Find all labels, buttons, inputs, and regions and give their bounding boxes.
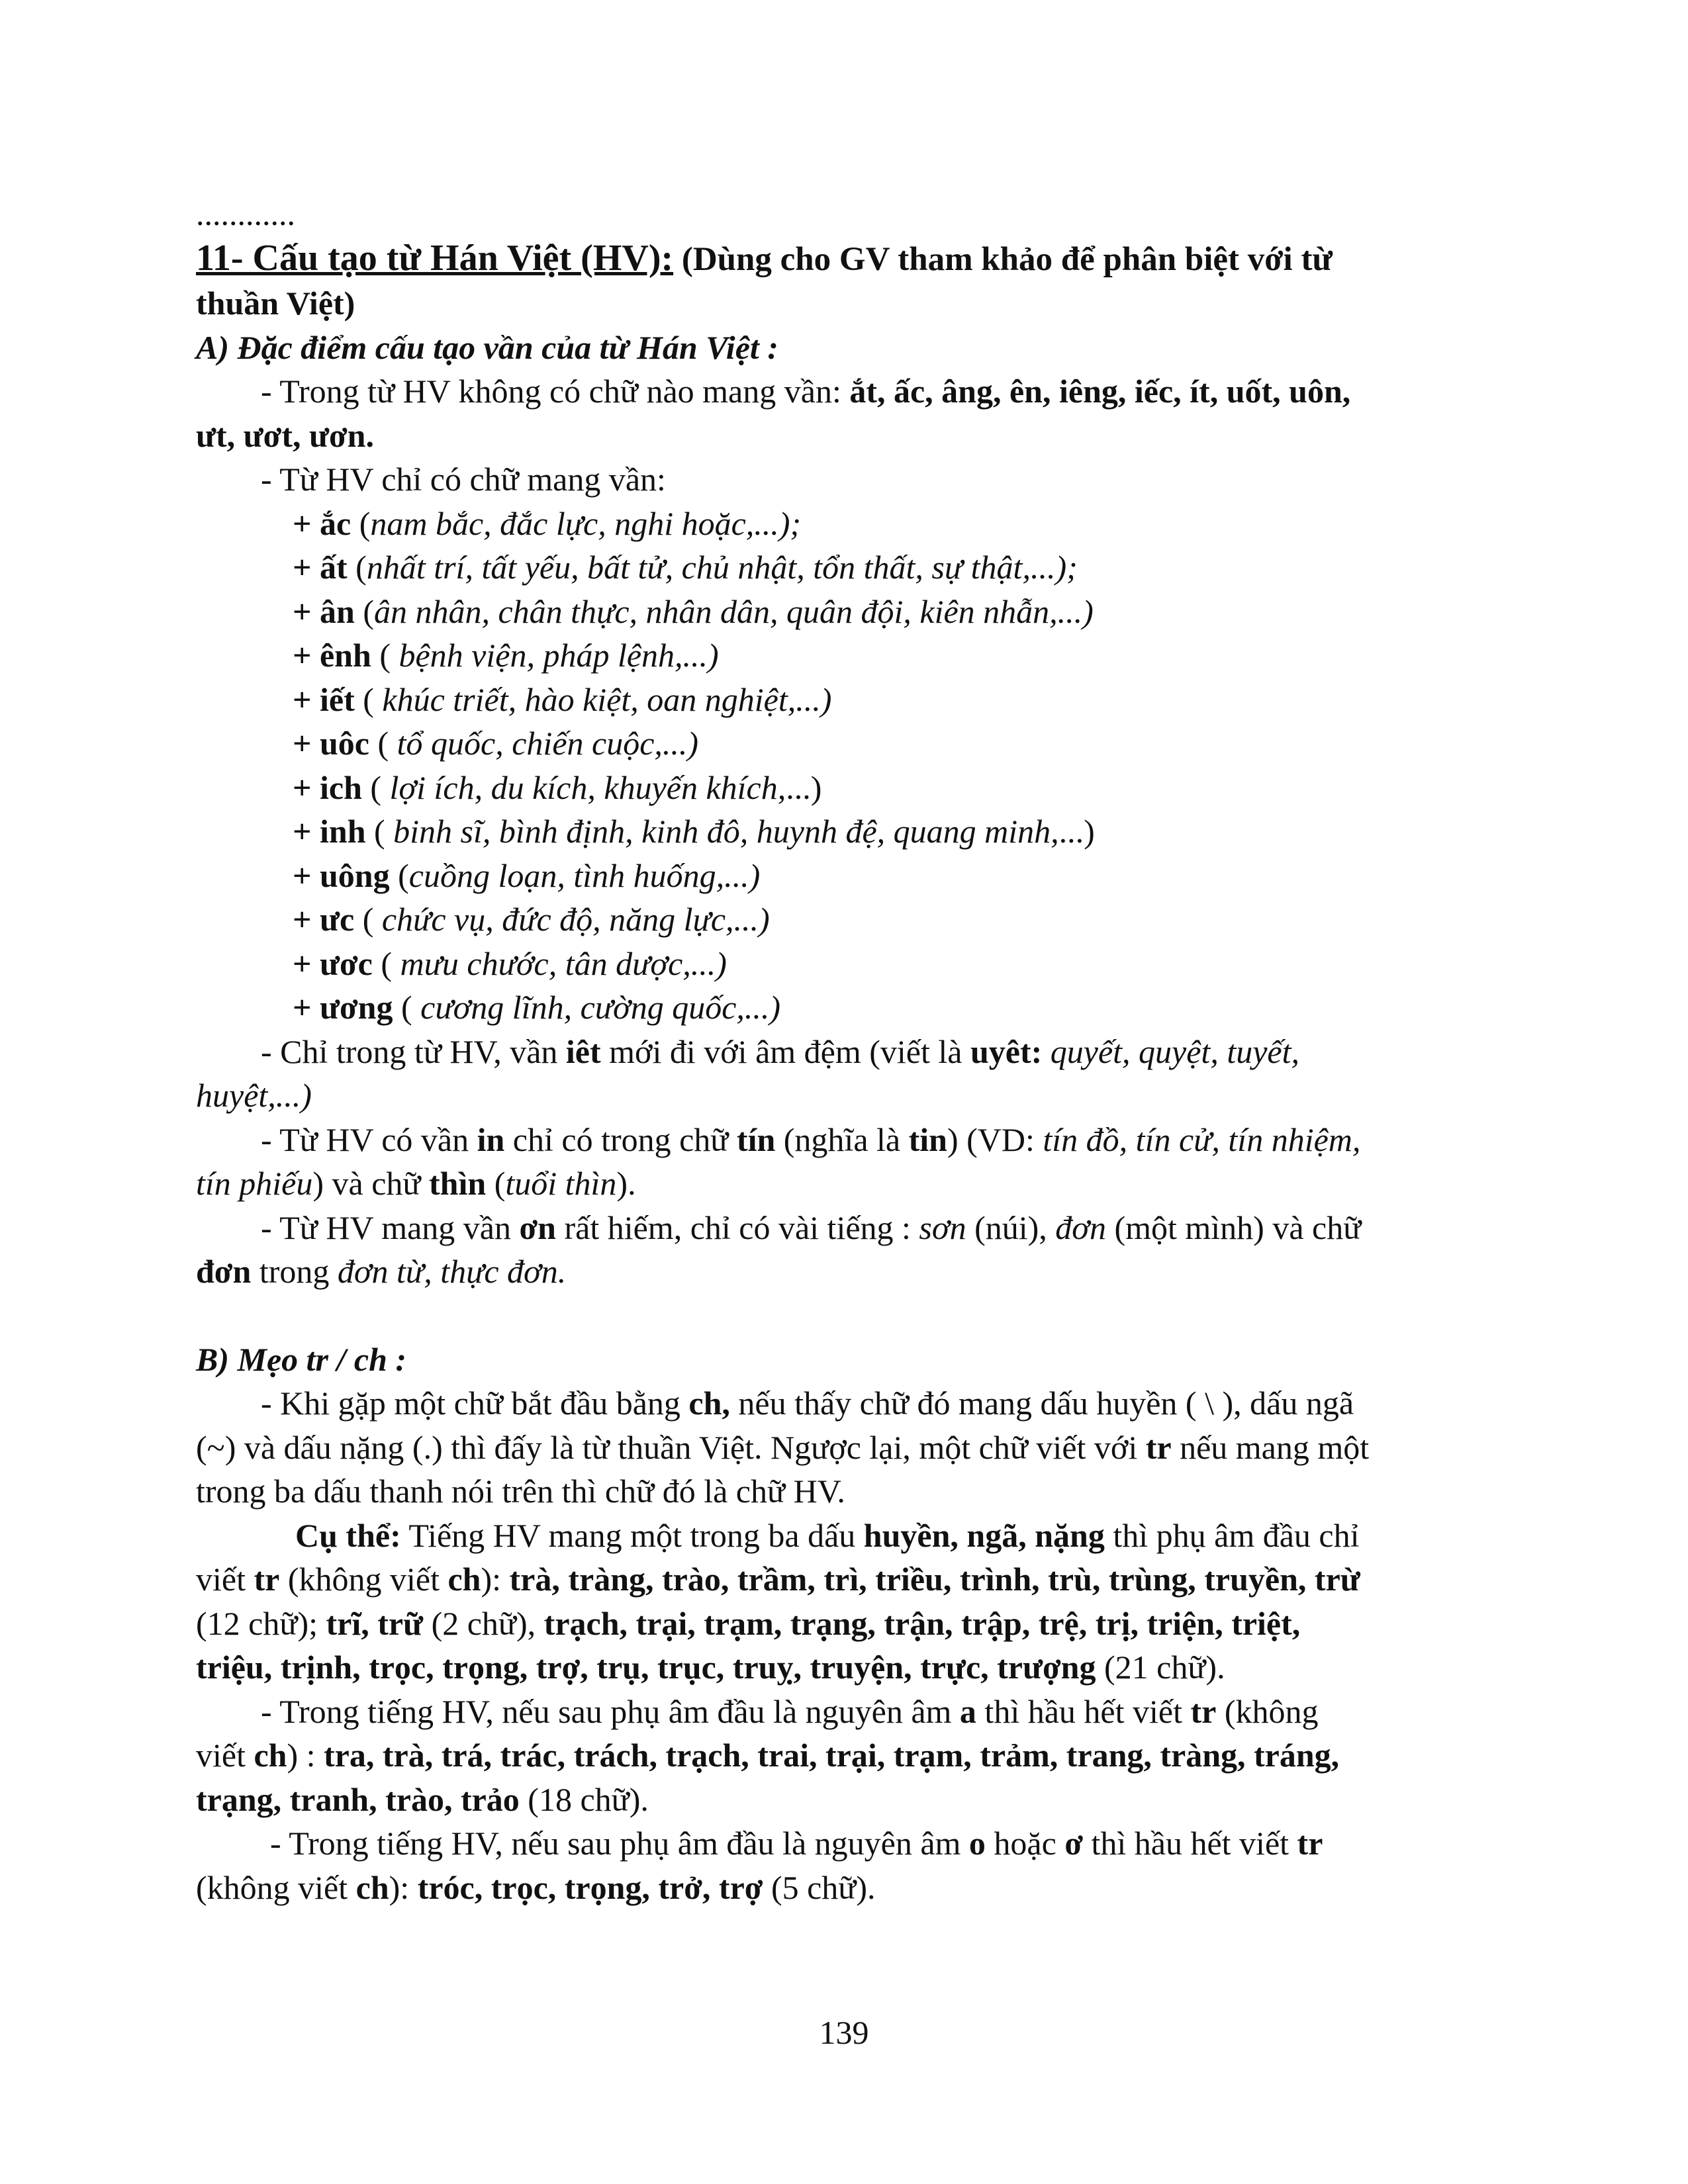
- text: - Trong tiếng HV, nếu sau phụ âm đầu là nguyên âm: [270, 1825, 969, 1862]
- part-b-paragraph-3-cont: [196, 1733, 1526, 1778]
- rhyme-key: + ắc: [293, 504, 352, 542]
- text: nếu mang một: [1171, 1428, 1370, 1466]
- text: ).: [616, 1165, 636, 1202]
- term: tin: [908, 1120, 947, 1158]
- text: (2 chữ),: [423, 1604, 544, 1642]
- text: ) (VD:: [947, 1120, 1043, 1158]
- text: (: [486, 1165, 506, 1202]
- part-b-paragraph-3-cont2: [196, 1778, 1526, 1822]
- rhyme-examples: ân nhân, chân thực, nhân dân, quân đội, kiên nhẫn,...): [373, 592, 1094, 630]
- rhyme-examples: mưu chước, tân dược,...): [400, 944, 727, 982]
- example: sơn: [919, 1208, 966, 1246]
- document-page: [196, 192, 1526, 1909]
- part-b-paragraph-3: [196, 1690, 1526, 1734]
- rhyme-key: + iết: [293, 680, 355, 718]
- rhyme-key: + ất: [293, 549, 348, 586]
- part-b-paragraph-4: [196, 1821, 1526, 1866]
- part-a-paragraph-5: [196, 1206, 1526, 1250]
- term: huyền, ngã, nặng: [863, 1516, 1105, 1554]
- rhyme-tail: ...): [786, 768, 822, 806]
- term: uyêt:: [970, 1032, 1043, 1070]
- rhyme-paren: (: [369, 725, 397, 762]
- rhyme-item: [196, 854, 1526, 898]
- term: ch,: [688, 1385, 730, 1422]
- rhyme-examples: nam bắc, đắc lực, nghi hoặc,...);: [370, 504, 802, 542]
- text: (12 chữ);: [196, 1604, 326, 1642]
- part-b-paragraph-2-cont: [196, 1557, 1526, 1602]
- text: (một mình) và chữ: [1105, 1208, 1362, 1246]
- rhyme-paren: (: [365, 813, 394, 850]
- rhyme-key: + uông: [293, 856, 390, 894]
- word-list: tróc, trọc, trọng, trở, trợ: [417, 1868, 763, 1906]
- rhyme-key: + ênh: [293, 637, 371, 674]
- rhyme-item: [196, 545, 1526, 590]
- rhyme-paren: (: [389, 856, 409, 894]
- part-b-paragraph-2-cont3: [196, 1645, 1526, 1690]
- text: - Trong tiếng HV, nếu sau phụ âm đầu là nguyên âm: [261, 1692, 960, 1730]
- rhyme-examples: chức vụ, đức độ, năng lực,...): [381, 901, 770, 938]
- rhyme-paren: (: [354, 901, 382, 938]
- rhyme-item: [196, 766, 1526, 810]
- rhyme-paren: (: [371, 637, 399, 674]
- word-list: trạch, trại, trạm, trạng, trận, trập, trệ, trị, triện, triệt,: [543, 1604, 1301, 1642]
- text: trong: [251, 1253, 338, 1290]
- rhyme-key: + ươc: [293, 944, 373, 982]
- term: đơn: [196, 1253, 252, 1290]
- part-a-paragraph-2: - Từ HV chỉ có chữ mang vần:: [261, 461, 666, 498]
- rhyme-item: [196, 678, 1526, 722]
- term: ơn: [519, 1208, 556, 1246]
- part-a-paragraph-3: [196, 1030, 1526, 1074]
- rhyme-key: + uôc: [293, 725, 369, 762]
- rhyme-examples: tổ quốc, chiến cuộc,...): [397, 725, 699, 762]
- text: chỉ có trong chữ: [504, 1120, 737, 1158]
- term: ch: [355, 1868, 389, 1906]
- section-11-heading: [196, 236, 1526, 282]
- rhyme-item: [196, 942, 1526, 986]
- text: rất hiếm, chỉ có vài tiếng :: [555, 1208, 919, 1246]
- text: nếu thấy chữ đó mang dấu huyền ( \ ), dấu ngã: [729, 1385, 1354, 1422]
- rhyme-item: [196, 633, 1526, 678]
- term: iêt: [565, 1032, 601, 1070]
- example: tín đồ, tín cử, tín nhiệm,: [1043, 1120, 1361, 1158]
- part-b-paragraph-2: [196, 1514, 1526, 1558]
- text: - Trong từ HV không có chữ nào mang vần:: [261, 373, 850, 410]
- example: huyệt,...): [196, 1077, 312, 1114]
- rhyme-paren: (: [393, 989, 421, 1026]
- part-a-paragraph-4-cont: [196, 1161, 1526, 1206]
- term: o: [968, 1825, 986, 1862]
- text: (không viết: [279, 1561, 448, 1598]
- text: (không viết: [196, 1868, 356, 1906]
- rhyme-paren: (: [354, 592, 374, 630]
- word-list: triệu, trịnh, trọc, trọng, trợ, trụ, trục, truỵ, truyện, trực, trượng: [196, 1649, 1096, 1686]
- text: Tiếng HV mang một trong ba dấu: [400, 1516, 864, 1554]
- part-b-paragraph-4-cont: [196, 1866, 1526, 1910]
- part-b-paragraph-1-cont2: trong ba dấu thanh nói trên thì chữ đó là chữ HV.: [196, 1473, 845, 1510]
- part-a-heading: A) Đặc điểm cấu tạo vần của từ Hán Việt :: [196, 328, 778, 366]
- part-a-paragraph-1: [196, 369, 1526, 414]
- rhyme-paren: (: [351, 504, 371, 542]
- rhyme-key: + ân: [293, 592, 355, 630]
- rhyme-key: + ương: [293, 989, 393, 1026]
- text: - Từ HV mang vần: [261, 1208, 520, 1246]
- text: ):: [389, 1868, 418, 1906]
- rhyme-list: ắt, ấc, âng, ên, iêng, iếc, ít, uốt, uôn,: [849, 373, 1351, 410]
- term: thìn: [429, 1165, 487, 1202]
- word-list: trĩ, trữ: [326, 1604, 424, 1642]
- example: quyết, quyệt, tuyết,: [1042, 1032, 1299, 1070]
- part-a-paragraph-4: [196, 1118, 1526, 1162]
- text: mới đi với âm đệm (viết là: [600, 1032, 970, 1070]
- rhyme-key: + ich: [293, 768, 362, 806]
- rhyme-item: [196, 590, 1526, 634]
- rhyme-paren: (: [347, 549, 367, 586]
- page-number: 139: [819, 2014, 869, 2051]
- word-list: trạng, tranh, trào, trảo: [196, 1780, 520, 1818]
- part-b-heading: B) Mẹo tr / ch :: [196, 1340, 407, 1378]
- text: ) :: [287, 1737, 324, 1774]
- section-11-note: (Dùng cho GV tham khảo để phân biệt với từ: [673, 240, 1333, 278]
- text: (5 chữ).: [763, 1868, 876, 1906]
- part-a-paragraph-3-cont: [196, 1073, 1526, 1118]
- part-b-paragraph-1: [196, 1381, 1526, 1426]
- term: ch: [447, 1561, 481, 1598]
- rhyme-list: ưt, ươt, ươn.: [196, 416, 374, 454]
- rhyme-examples: cương lĩnh, cường quốc,...): [420, 989, 781, 1026]
- rhyme-examples: binh sĩ, bình định, kinh đô, huynh đệ, quang minh,: [393, 813, 1059, 850]
- label: Cụ thể:: [295, 1516, 401, 1554]
- rhyme-paren: (: [372, 944, 400, 982]
- text: (núi),: [966, 1208, 1056, 1246]
- term: tr: [254, 1561, 280, 1598]
- rhyme-examples: cuồng loạn, tình huống,...): [408, 856, 761, 894]
- word-list: trà, tràng, trào, trầm, trì, triều, trình, trù, trùng, truyền, trừ: [509, 1561, 1360, 1598]
- term: ơ: [1064, 1825, 1083, 1862]
- rhyme-examples: bệnh viện, pháp lệnh,...): [399, 637, 719, 674]
- rhyme-item: [196, 897, 1526, 942]
- example: tín phiếu: [196, 1165, 313, 1202]
- rhyme-key: + inh: [293, 813, 366, 850]
- text: - Từ HV có vần: [261, 1120, 477, 1158]
- text: hoặc: [985, 1825, 1065, 1862]
- section-11-title: 11- Cấu tạo từ Hán Việt (HV):: [196, 237, 674, 279]
- term: tr: [1190, 1692, 1217, 1730]
- spacer: [196, 1294, 1526, 1338]
- text: thì phụ âm đầu chỉ: [1104, 1516, 1360, 1554]
- rhyme-paren: (: [361, 768, 390, 806]
- text: (21 chữ).: [1096, 1649, 1225, 1686]
- leading-dots: ............: [196, 195, 295, 232]
- rhyme-item: [196, 502, 1526, 546]
- part-a-paragraph-1-cont: [196, 414, 1526, 458]
- rhyme-paren: (: [354, 680, 383, 718]
- text: - Khi gặp một chữ bắt đầu bằng: [261, 1385, 689, 1422]
- rhyme-examples: lợi ích, du kích, khuyến khích,: [389, 768, 786, 806]
- term: tr: [1297, 1825, 1323, 1862]
- text: - Chỉ trong từ HV, vần: [261, 1032, 566, 1070]
- text: thì hầu hết viết: [1083, 1825, 1297, 1862]
- part-b-paragraph-1-cont: [196, 1426, 1526, 1470]
- text: thì hầu hết viết: [976, 1692, 1191, 1730]
- rhyme-examples: nhất trí, tất yếu, bất tử, chủ nhật, tổn thất, sự thật,...);: [366, 549, 1078, 586]
- text: (không: [1216, 1692, 1319, 1730]
- example: tuổi thìn: [505, 1165, 617, 1202]
- text: ) và chữ: [312, 1165, 430, 1202]
- text: (18 chữ).: [519, 1780, 649, 1818]
- rhyme-item: [196, 721, 1526, 766]
- rhyme-list-items: [196, 502, 1526, 1030]
- term: tr: [1145, 1428, 1172, 1466]
- text: viết: [196, 1561, 254, 1598]
- term: in: [477, 1120, 505, 1158]
- term: ch: [254, 1737, 287, 1774]
- part-b-paragraph-2-cont2: [196, 1602, 1526, 1646]
- term: tín: [736, 1120, 776, 1158]
- example: đơn từ, thực đơn.: [337, 1253, 567, 1290]
- rhyme-key: + ưc: [293, 901, 355, 938]
- rhyme-tail: ...): [1058, 813, 1095, 850]
- text: ):: [481, 1561, 510, 1598]
- rhyme-examples: khúc triết, hào kiệt, oan nghiệt,...): [382, 680, 832, 718]
- part-a-paragraph-5-cont: [196, 1250, 1526, 1294]
- text: viết: [196, 1737, 254, 1774]
- example: đơn: [1055, 1208, 1106, 1246]
- term: a: [959, 1692, 976, 1730]
- word-list: tra, trà, trá, trác, trách, trạch, trai, trại, trạm, trảm, trang, tràng, tráng,: [324, 1737, 1340, 1774]
- rhyme-item: [196, 809, 1526, 854]
- text: (~) và dấu nặng (.) thì đấy là từ thuần Việt. Ngược lại, một chữ viết với: [196, 1428, 1146, 1466]
- section-11-note-cont: thuần Việt): [196, 285, 355, 322]
- rhyme-item: [196, 985, 1526, 1030]
- text: (nghĩa là: [775, 1120, 909, 1158]
